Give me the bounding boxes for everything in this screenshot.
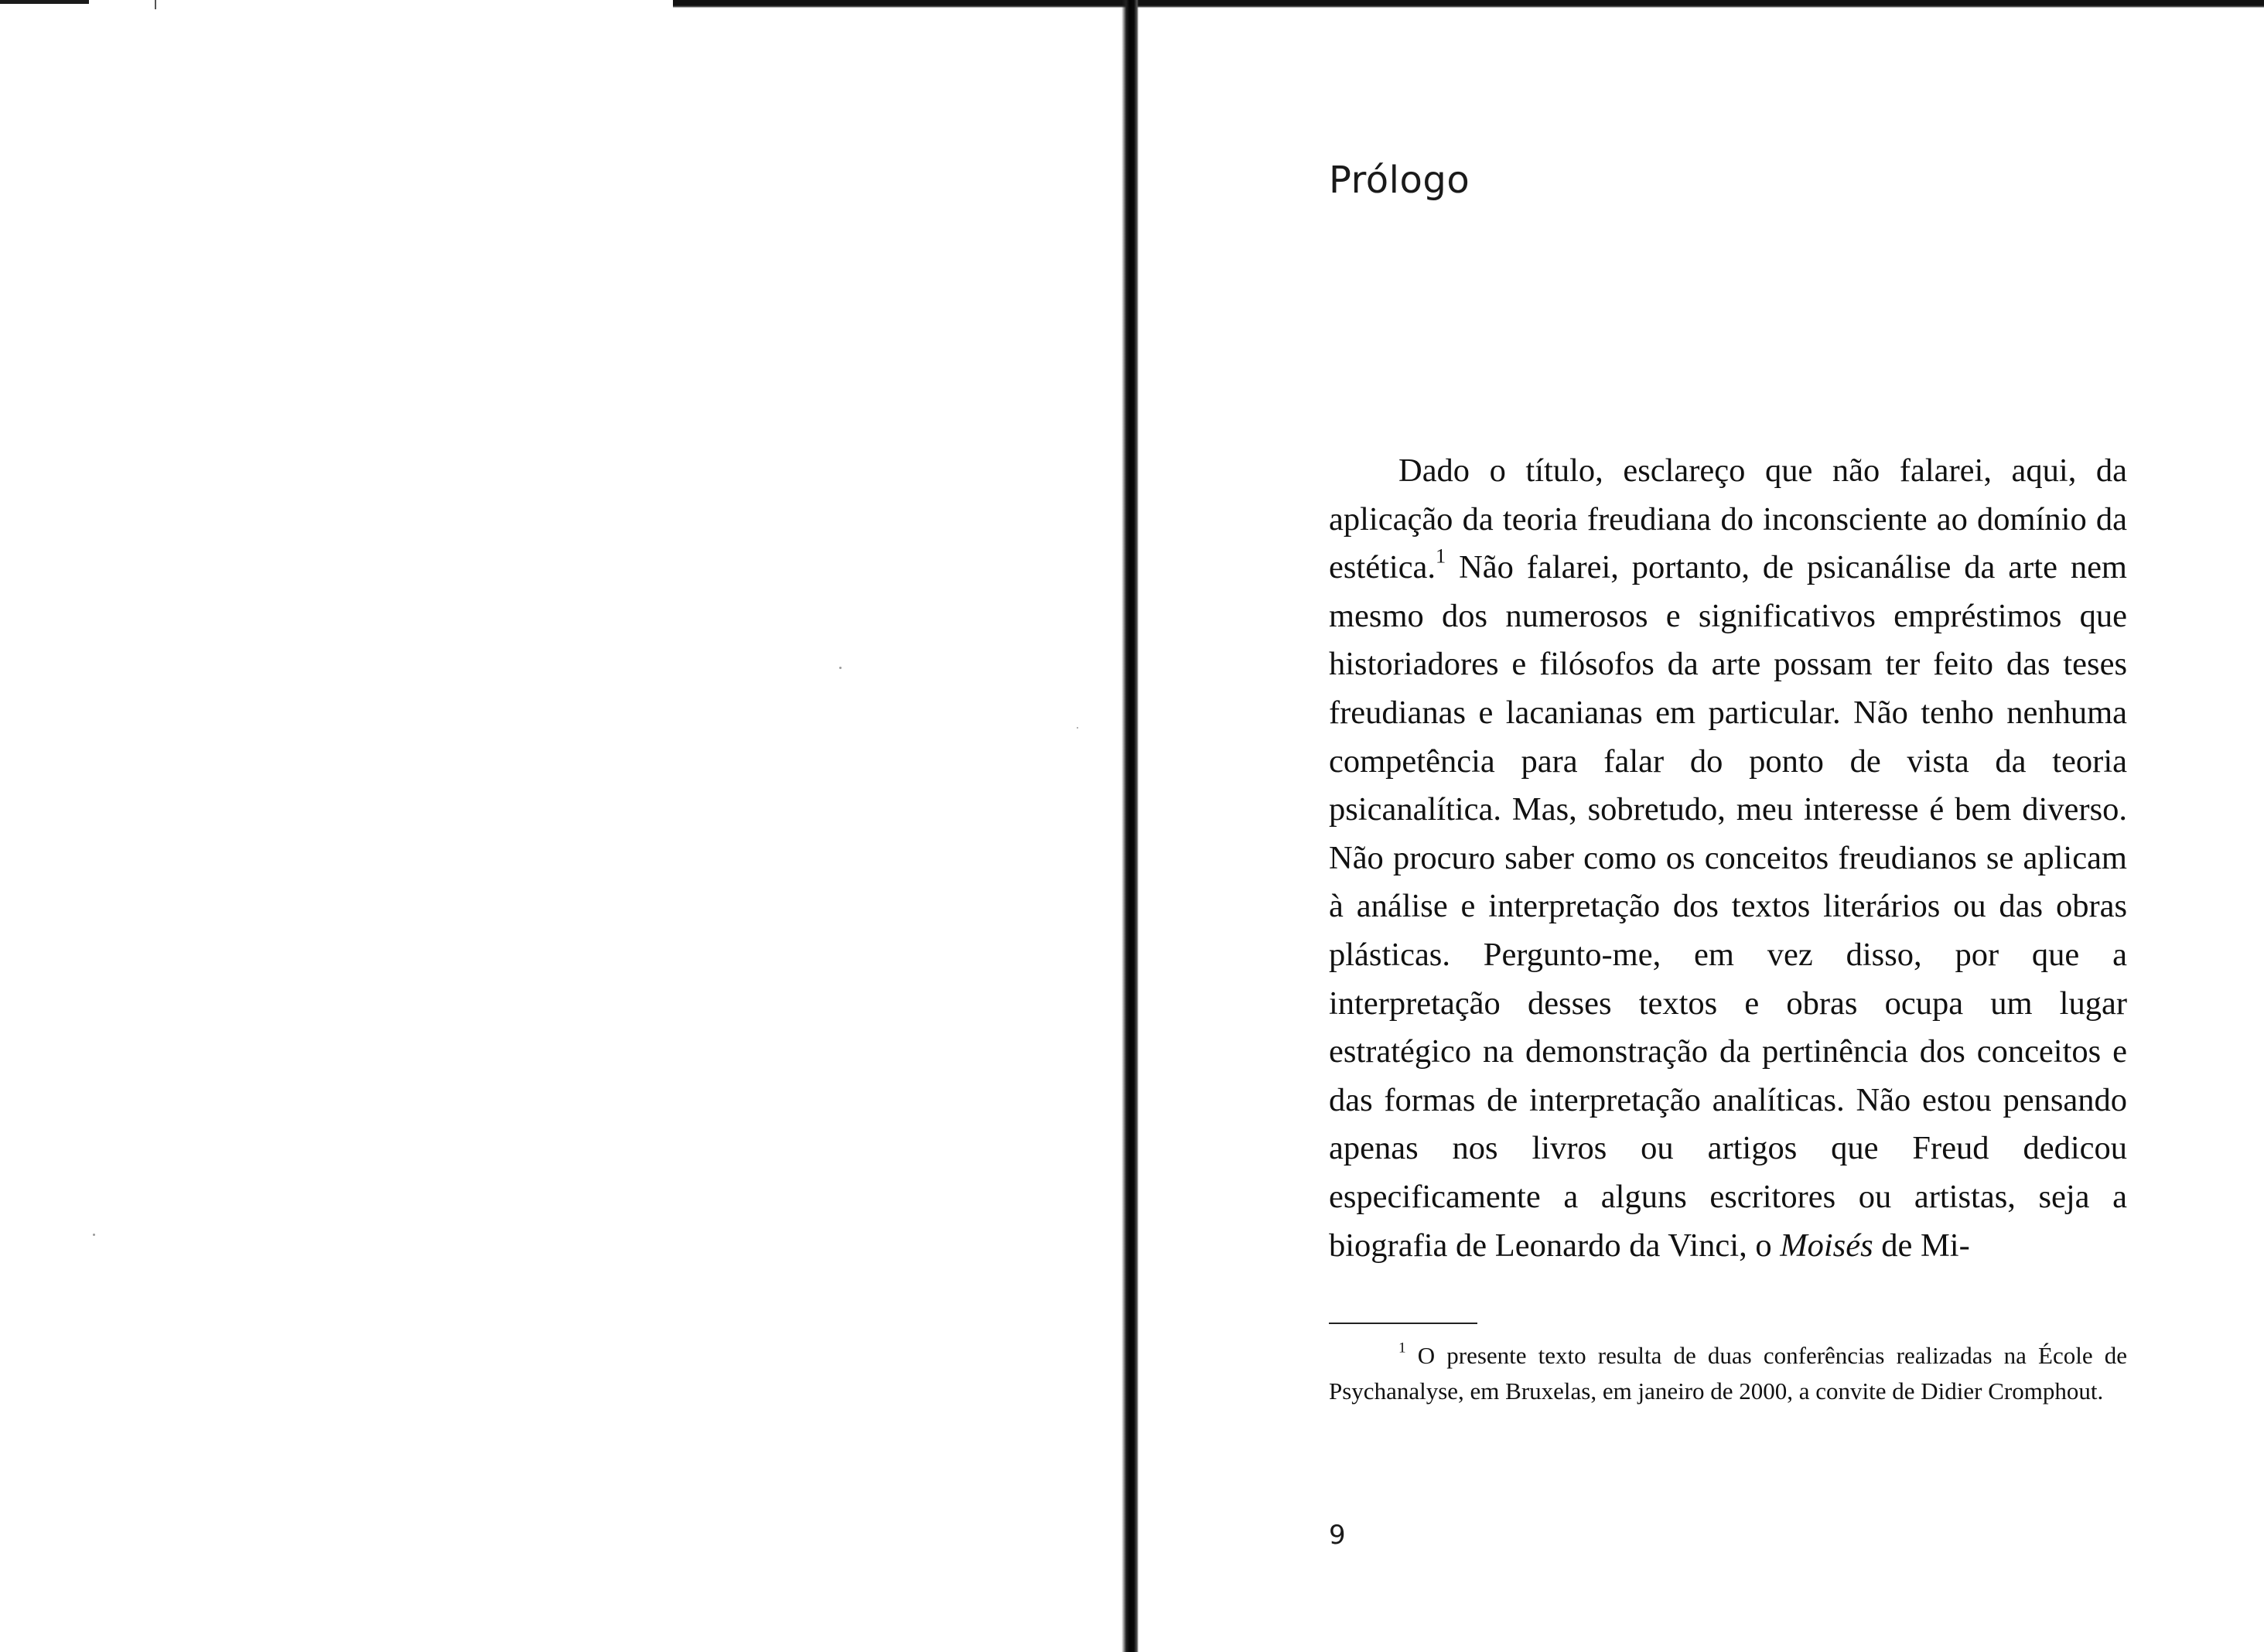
scan-speck [1077,727,1078,729]
body-text-part3: de Mi- [1873,1227,1970,1264]
scan-speck [93,1234,95,1236]
body-paragraph [1329,447,2127,1270]
footnote-reference: 1 [1436,544,1446,568]
footnote-marker: 1 [1398,1340,1406,1357]
book-gutter [1122,0,1139,1652]
right-page [1139,0,2264,1652]
page-number: 9 [1329,1520,1346,1551]
body-text-part1: Dado o título, esclareço que não falarei, aqui, da aplicação da teoria freudiana do inconsciente ao domínio da estética. [1329,452,2127,586]
left-page-blank [0,0,1122,1652]
chapter-title: Prólogo [1329,159,1470,202]
scan-speck [839,667,842,669]
body-text-part2: Não falarei, portanto, de psicanálise da arte nem mesmo dos numerosos e significativos empréstimos que historiadores e filósofos da arte possam ter feito das teses freudianas e lacanianas em particular. Não tenho nenhuma competência para falar do ponto de vista da teoria psicanalítica. Mas, sobretudo, meu interesse é bem diverso. Não procuro saber como os conceitos freudianos se aplicam à análise e interpretação dos textos literários ou das obras plásticas. Pergunto-me, em vez disso, por que a interpretação desses textos e obras ocupa um lugar estratégico na demonstração da pertinência dos conceitos e das formas de interpretação analíticas. Não estou pensando apenas nos livros ou artigos que Freud dedicou especificamente a alguns escritores ou artistas, seja a biografia de Leonardo da Vinci, o [1329,549,2127,1264]
footnote-body: O presente texto resulta de duas conferências realizadas na École de Psychanalyse, em Bruxelas, em janeiro de 2000, a convite de Didier Cromphout. [1329,1342,2127,1405]
body-text-italic-title: Moisés [1780,1227,1873,1264]
footnote [1329,1338,2127,1409]
footnote-separator [1329,1323,1477,1324]
